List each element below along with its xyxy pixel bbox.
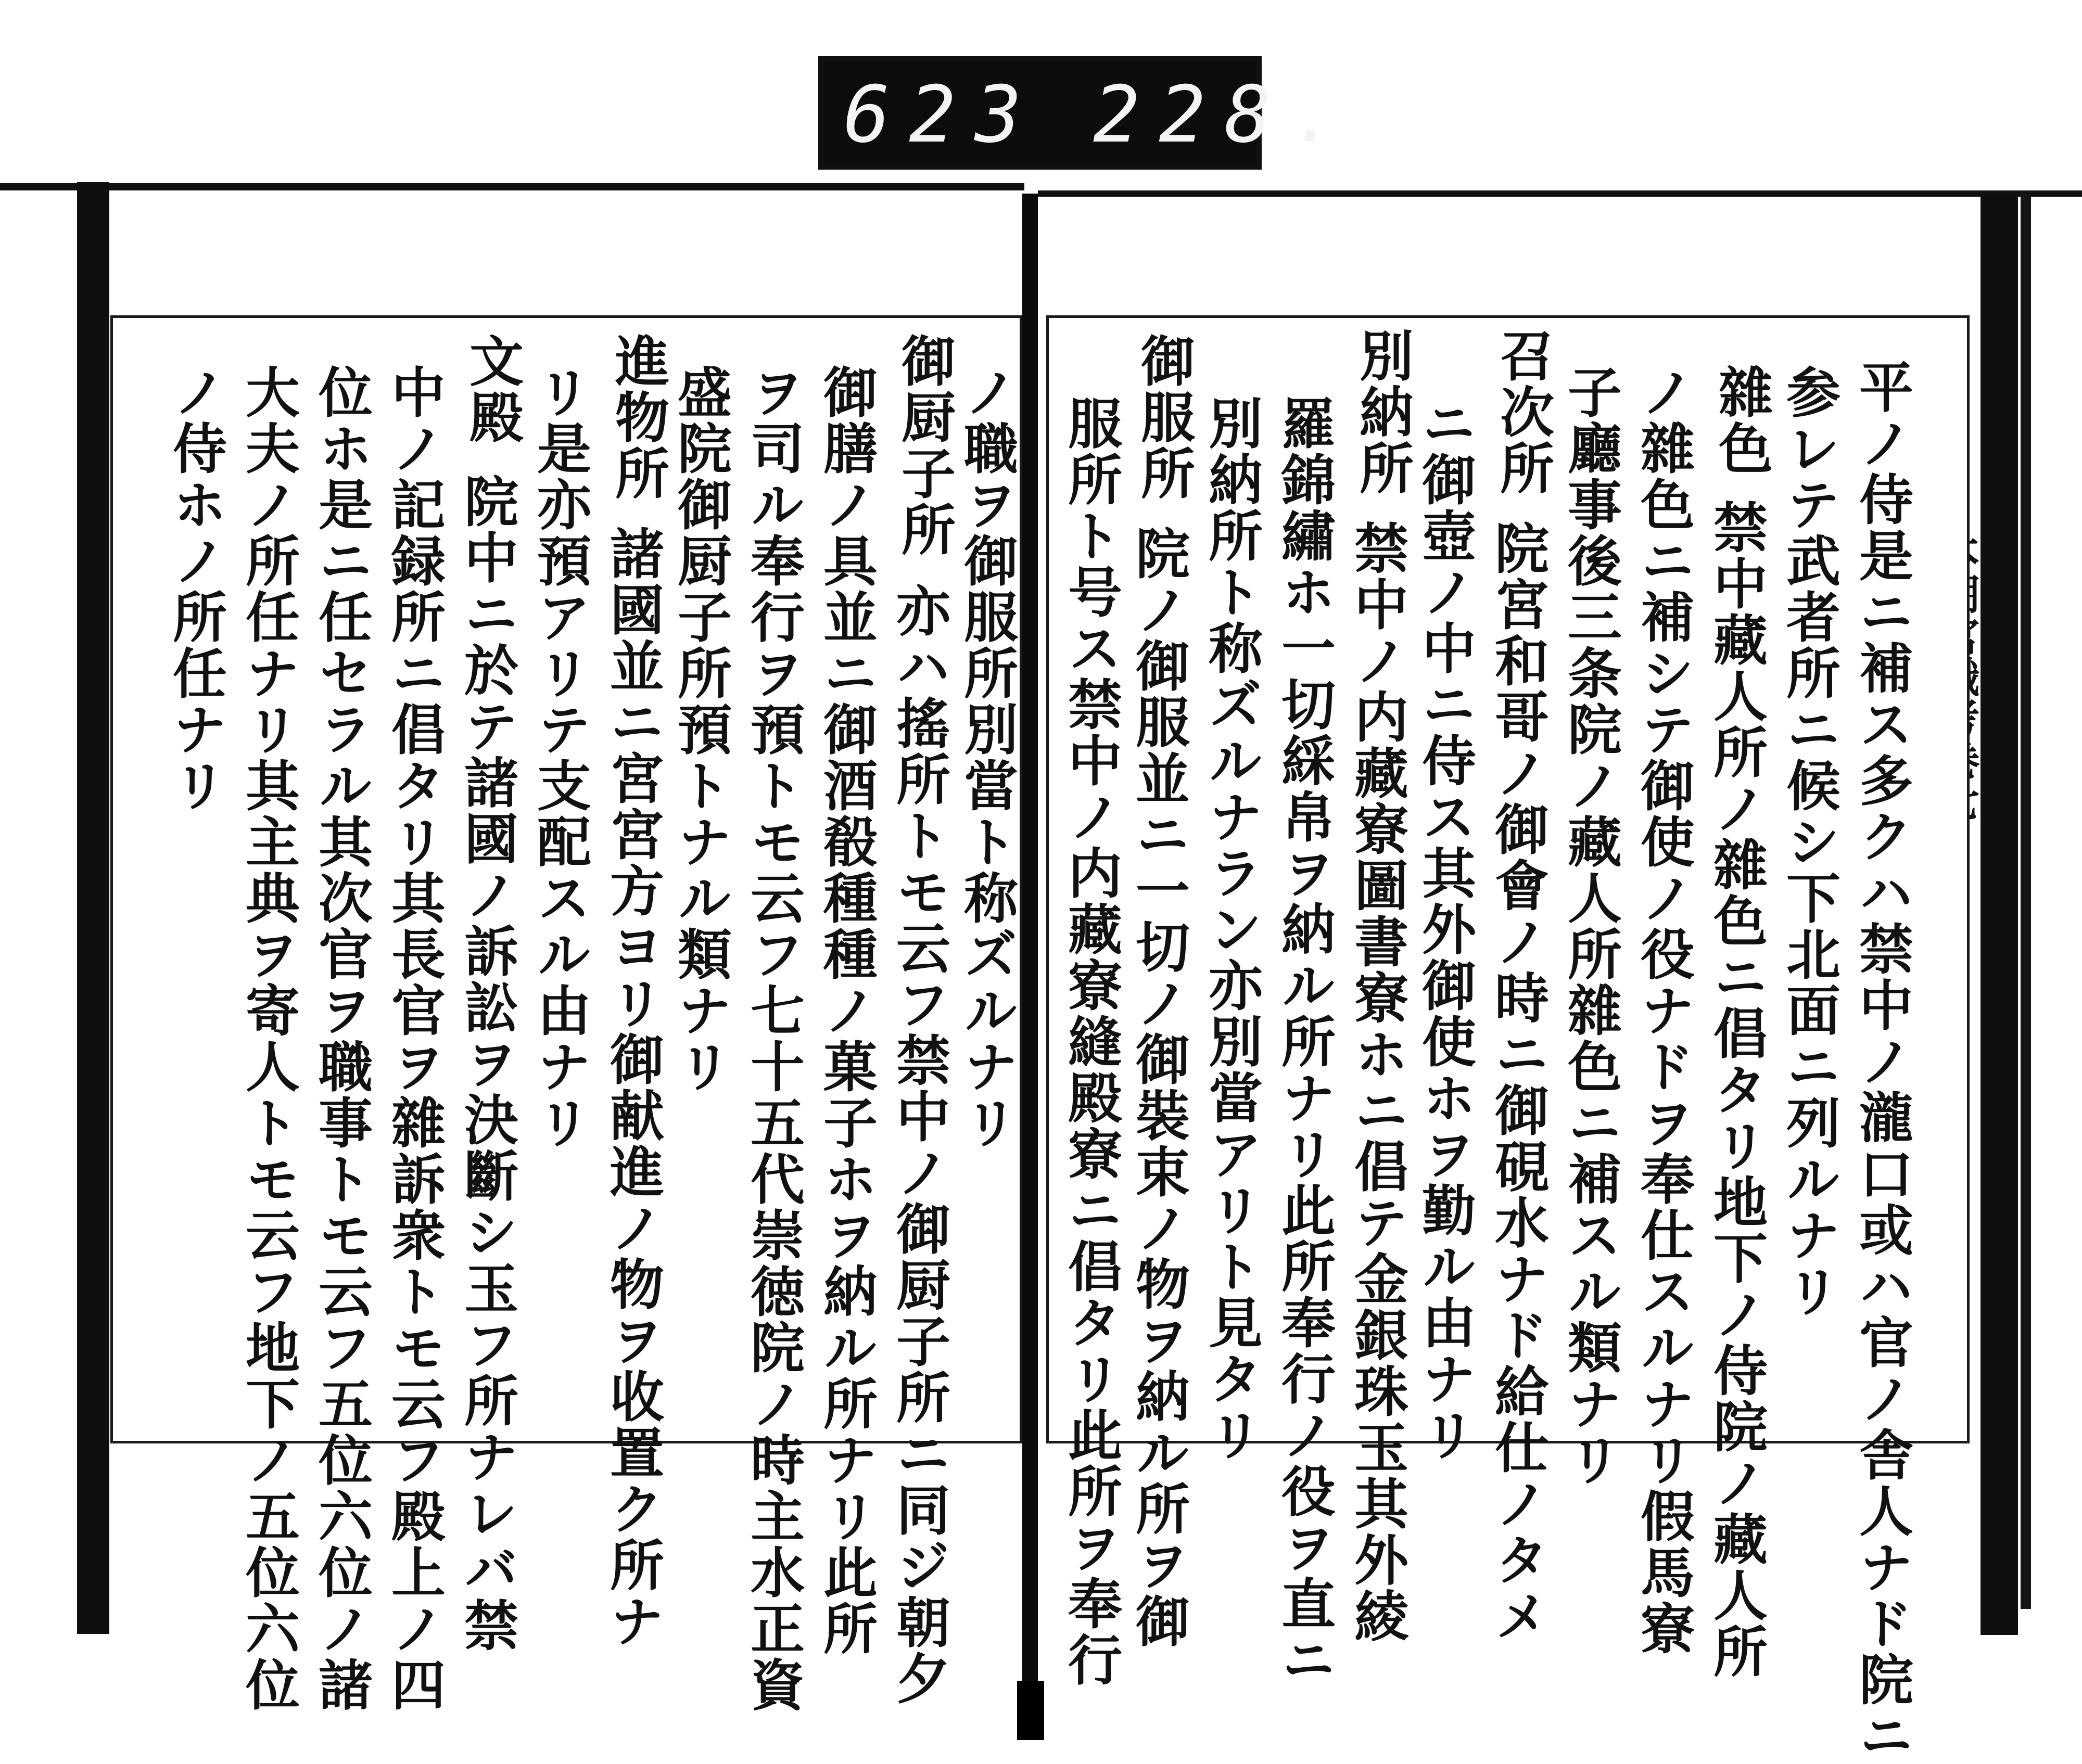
book-spine [1022, 194, 1038, 1740]
text-column: 院ノ御服並ニ一切ノ御裝束ノ物ヲ納ル所ヲ御 [1126, 526, 1190, 1650]
top-rule-left [0, 183, 1024, 190]
text-column: ニ御壺ノ中ニ侍ス其外御使ホヲ勤ル由ナリ [1413, 395, 1477, 1463]
spine-foot [1017, 1681, 1044, 1740]
text-column: ノ侍ホノ所任ナリ [163, 364, 227, 814]
right-page-edge [1981, 194, 2018, 1635]
text-column: 羅錦繡ホ一切綵帛ヲ納ル所ナリ此所奉行ノ役ヲ直ニ [1272, 395, 1336, 1688]
text-column: 御膳ノ具並ニ御酒殽種種ノ菓子ホヲ納ル所ナリ此所 [814, 364, 878, 1657]
archive-number-tag [818, 56, 1356, 170]
archive-number-right: 228. [1093, 70, 1356, 160]
section-heading: 召次所 [1491, 328, 1555, 496]
text-column: 亦ハ搖所トモ云フ禁中ノ御厨子所ニ同ジ朝夕 [887, 583, 951, 1707]
section-heading: 進物所 [606, 333, 670, 502]
section-heading: 御厨子所 [892, 333, 956, 558]
section-heading: 雜色 [1709, 364, 1773, 477]
text-column: 別納所ト称ズルナラン亦別當アリト見タリ [1199, 395, 1263, 1463]
archive-number-left: 623 [843, 70, 1040, 160]
text-column: リ是亦預アリテ支配スル由ナリ [528, 364, 592, 1151]
text-column: 大夫ノ所任ナリ其主典ヲ寄人トモ云フ地下ノ五位六位 [236, 364, 300, 1713]
section-heading: 御服所 [1132, 333, 1196, 502]
text-column: 参レテ武者所ニ候シ下北面ニ列ルナリ [1777, 364, 1841, 1320]
text-column: 服所ト号ス禁中ノ内藏寮縫殿寮ニ倡タリ此所ヲ奉行 [1059, 395, 1123, 1688]
text-column: 平ノ侍是ニ補ス多クハ禁中ノ瀧口或ハ官ノ舎人ナド院ニ [1850, 359, 1914, 1764]
text-column: 禁中藏人所ノ雜色ニ倡タリ地下ノ侍院ノ藏人所 [1704, 500, 1768, 1680]
text-column: 禁中ノ内藏寮圖書寮ホニ倡テ金銀珠玉其外綾 [1345, 520, 1409, 1644]
section-heading: 別納所 [1350, 328, 1414, 496]
section-heading: 文殿 [460, 333, 524, 445]
text-column: ノ職ヲ御服所別當ト称ズルナリ [955, 364, 1019, 1151]
right-page-edge-inner [2021, 194, 2031, 1609]
text-column: 諸國並ニ宮宮方ヨリ御献進ノ物ヲ收置ク所ナ [601, 526, 665, 1650]
text-column: 院中ニ於テ諸國ノ訴訟ヲ決斷シ玉フ所ナレバ禁 [455, 474, 519, 1654]
text-column: ノ雜色ニ補シテ御使ノ役ナドヲ奉仕スルナリ假馬寮 [1631, 364, 1695, 1657]
text-column: 中ノ記録所ニ倡タリ其長官ヲ雜訴衆トモ云フ殿上ノ四 [382, 364, 446, 1713]
left-page-edge [77, 182, 109, 1634]
text-column: 子廳事後三条院ノ藏人所雜色ニ補スル類ナリ [1558, 364, 1622, 1488]
text-column: ヲ司ル奉行ヲ預トモ云フ七十五代崇徳院ノ時主水正資 [741, 364, 805, 1713]
text-column: 盛院御厨子所預トナル類ナリ [668, 364, 732, 1095]
text-column: 位ホ是ニ任セラル其次官ヲ職事トモ云フ五位六位ノ諸 [309, 364, 373, 1713]
text-column: 院宮和哥ノ御會ノ時ニ御硯水ナド給仕ノタメ [1486, 520, 1550, 1644]
top-rule-right [1038, 190, 2082, 197]
